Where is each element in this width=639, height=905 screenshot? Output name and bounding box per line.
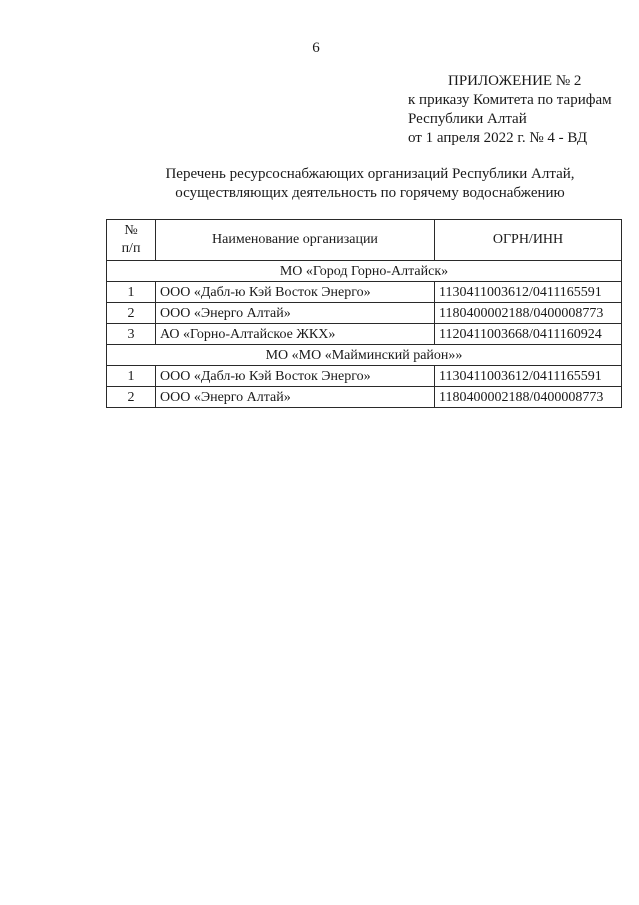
appendix-title: ПРИЛОЖЕНИЕ № 2 xyxy=(448,73,582,89)
document-title-line-1: Перечень ресурсоснабжающих организаций Республики Алтай, xyxy=(165,166,575,182)
organization-name: ООО «Дабл-ю Кэй Восток Энерго» xyxy=(156,366,435,387)
organization-name: ООО «Энерго Алтай» xyxy=(156,303,435,324)
organization-name: АО «Горно-Алтайское ЖКХ» xyxy=(156,324,435,345)
page-number: 6 xyxy=(312,40,320,56)
table-row xyxy=(107,324,622,345)
table-row xyxy=(107,387,622,408)
table-row xyxy=(107,366,622,387)
organizations-table xyxy=(106,219,622,408)
ogrn-inn: 1130411003612/0411165591 xyxy=(435,366,622,387)
header-ogrn-inn: ОГРН/ИНН xyxy=(435,220,622,261)
appendix-line-date: от 1 апреля 2022 г. № 4 - ВД xyxy=(408,130,588,146)
group-row xyxy=(107,345,622,366)
organization-name: ООО «Энерго Алтай» xyxy=(156,387,435,408)
row-number: 1 xyxy=(107,282,156,303)
header-organization-name: Наименование организации xyxy=(156,220,435,261)
table-row xyxy=(107,303,622,324)
appendix-line-order: к приказу Комитета по тарифам xyxy=(408,92,612,108)
row-number: 3 xyxy=(107,324,156,345)
organization-name: ООО «Дабл-ю Кэй Восток Энерго» xyxy=(156,282,435,303)
ogrn-inn: 1180400002188/0400008773 xyxy=(435,387,622,408)
row-number: 2 xyxy=(107,387,156,408)
appendix-header xyxy=(408,72,612,148)
group-title: МО «МО «Майминский район»» xyxy=(107,345,622,366)
group-row xyxy=(107,261,622,282)
ogrn-inn: 1120411003668/0411160924 xyxy=(435,324,622,345)
header-number-abbrev: п/п xyxy=(121,241,141,256)
row-number: 2 xyxy=(107,303,156,324)
group-title: МО «Город Горно-Алтайск» xyxy=(107,261,622,282)
header-number-sign: № xyxy=(124,223,138,238)
table-row xyxy=(107,282,622,303)
document-title xyxy=(120,165,620,203)
row-number: 1 xyxy=(107,366,156,387)
appendix-line-republic: Республики Алтай xyxy=(408,111,527,127)
ogrn-inn: 1130411003612/0411165591 xyxy=(435,282,622,303)
header-number xyxy=(107,220,156,261)
table-header-row xyxy=(107,220,622,261)
ogrn-inn: 1180400002188/0400008773 xyxy=(435,303,622,324)
document-title-line-2: осуществляющих деятельность по горячему водоснабжению xyxy=(175,185,565,201)
